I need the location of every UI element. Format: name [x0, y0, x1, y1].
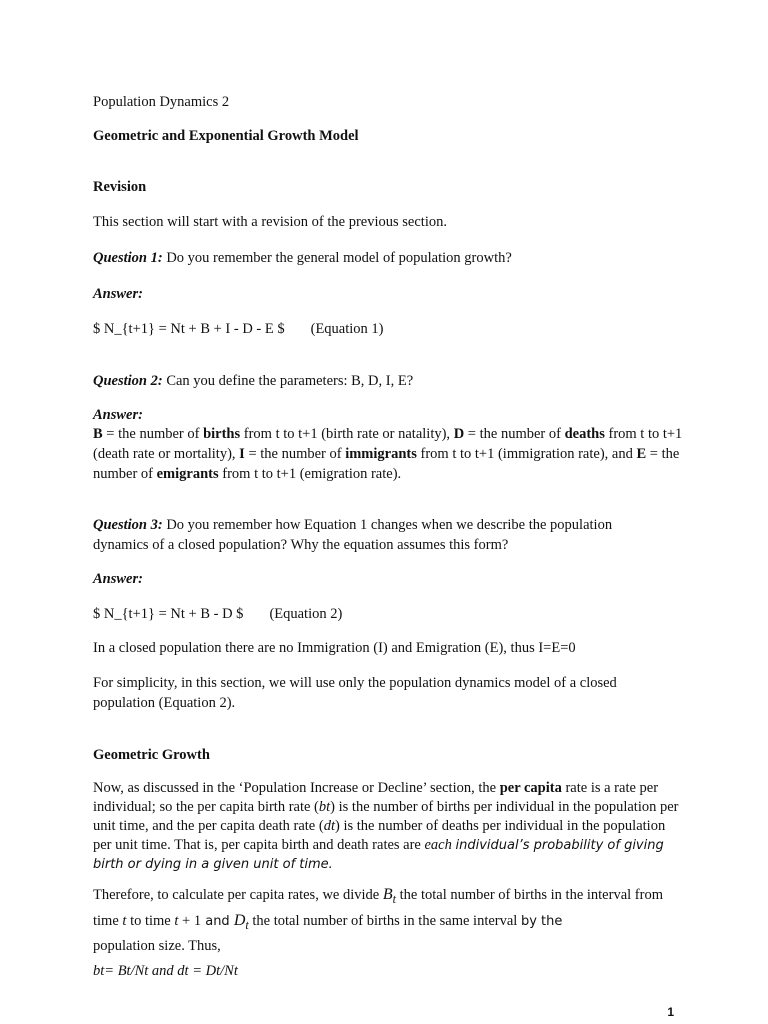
per-capita-paragraph: [93, 779, 683, 874]
per-capita-italic-each: each: [424, 837, 452, 853]
def-e-post: from t to t+1 (emigration rate).: [218, 466, 402, 482]
def-i-pre: = the number of: [244, 446, 346, 462]
answer-1-label: [93, 284, 693, 304]
equation-2: [93, 604, 693, 624]
answer-label: Answer:: [93, 571, 143, 587]
def-b-word: births: [203, 426, 241, 442]
def-d-post: from t to t+1 (death rate or mortality),: [93, 426, 683, 462]
rates-Bt: B: [382, 886, 393, 903]
subtitle-text: Geometric and Exponential Growth Model: [93, 128, 359, 144]
def-i-symbol: I: [239, 446, 245, 462]
closed-population-text: In a closed population there are no Immigration (I) and Emigration (E), thus I=E=0: [93, 640, 576, 656]
answer-label: Answer:: [93, 407, 143, 423]
def-i-post: from t to t+1 (immigration rate), and: [416, 446, 637, 462]
revision-intro: This section will start with a revision of the previous section.: [93, 214, 447, 230]
geometric-growth-heading-text: Geometric Growth: [93, 747, 210, 763]
per-capita-text-a: Now, as discussed in the ‘Population Increase or Decline’ section, the: [93, 780, 500, 796]
document-subtitle: [93, 126, 693, 146]
rates-by-the: by the: [520, 913, 563, 929]
rates-text-c: to time: [126, 912, 175, 929]
def-e-symbol: E: [636, 446, 647, 462]
geometric-growth-heading: [93, 745, 693, 765]
answer-2-label: [93, 405, 693, 425]
per-capita-italic-probability: individual’s probability of giving birth or dying in a given unit of time.: [93, 838, 664, 872]
rates-text-b: the total number of births in the interval from time: [93, 887, 663, 929]
question-3-text: Do you remember how Equation 1 changes when we describe the population dynamics of a closed population? Why the equation assumes this form?: [93, 517, 613, 553]
parameter-definitions: [93, 424, 683, 484]
rates-text-d: the total number of births in the same interval: [248, 912, 521, 929]
rates-t2: t: [174, 912, 179, 929]
def-i-word: immigrants: [345, 446, 417, 462]
rates-text-e: population size. Thus,: [93, 937, 221, 954]
per-capita-rates-paragraph: [93, 884, 683, 957]
def-b-symbol: B: [93, 426, 103, 442]
question-1: [93, 248, 693, 268]
revision-heading: [93, 177, 693, 197]
rates-Dt: D: [233, 911, 246, 929]
question-2: [93, 371, 693, 391]
per-capita-text-c: ) is the number of births per individual in the population per unit time, and the per capita death rate (: [93, 799, 679, 834]
rates-text-a: Therefore, to calculate per capita rates, we divide: [93, 887, 383, 903]
question-2-text: Can you define the parameters: B, D, I, E?: [162, 373, 414, 389]
question-3: [93, 515, 663, 555]
page-number: 1: [667, 1005, 674, 1019]
per-capita-text-b: rate is a rate per individual; so the per capita birth rate (: [93, 780, 659, 815]
def-d-word: deaths: [564, 426, 605, 442]
rates-Bt-sub: t: [392, 891, 396, 906]
equation-1: [93, 319, 693, 339]
rates-Dt-sub: t: [245, 917, 249, 932]
per-capita-text-d: ) is the number of deaths per individual in the population per unit time. That is, per capita birth and death rates are: [93, 818, 666, 853]
document-title: Population Dynamics 2: [93, 94, 230, 110]
question-1-label: Question 1:: [93, 250, 163, 266]
def-b-post: from t to t+1 (birth rate or natality),: [240, 426, 454, 442]
per-capita-bold: per capita: [499, 780, 562, 796]
def-d-symbol: D: [453, 426, 465, 442]
rates-t: t: [122, 912, 127, 929]
question-3-label: Question 3:: [93, 517, 163, 533]
def-d-pre: = the number of: [464, 426, 565, 442]
per-capita-bt: bt: [318, 799, 331, 815]
equation-2-expr: $ N_{t+1} = Nt + B - D $: [93, 606, 244, 622]
simplicity-text: For simplicity, in this section, we will use only the population dynamics model of a closed population (Equation 2).: [93, 675, 617, 711]
answer-3-label: [93, 569, 693, 589]
question-1-text: Do you remember the general model of population growth?: [162, 250, 512, 266]
def-e-word: emigrants: [156, 466, 219, 482]
rates-formula-text: bt= Bt/Nt and dt = Dt/Nt: [93, 963, 238, 979]
def-e-pre: = the number of: [93, 446, 680, 482]
revision-heading-text: Revision: [93, 179, 147, 195]
rates-and: and: [201, 913, 234, 929]
answer-label: Answer:: [93, 286, 143, 302]
equation-2-label: (Equation 2): [269, 606, 343, 622]
rates-formula: [93, 961, 693, 981]
equation-1-expr: $ N_{t+1} = Nt + B + I - D - E $: [93, 321, 285, 337]
question-2-label: Question 2:: [93, 373, 163, 389]
def-b-pre: = the number of: [102, 426, 204, 442]
per-capita-dt: dt: [323, 818, 335, 834]
equation-1-label: (Equation 1): [310, 321, 384, 337]
rates-plus-one: + 1: [178, 912, 202, 929]
